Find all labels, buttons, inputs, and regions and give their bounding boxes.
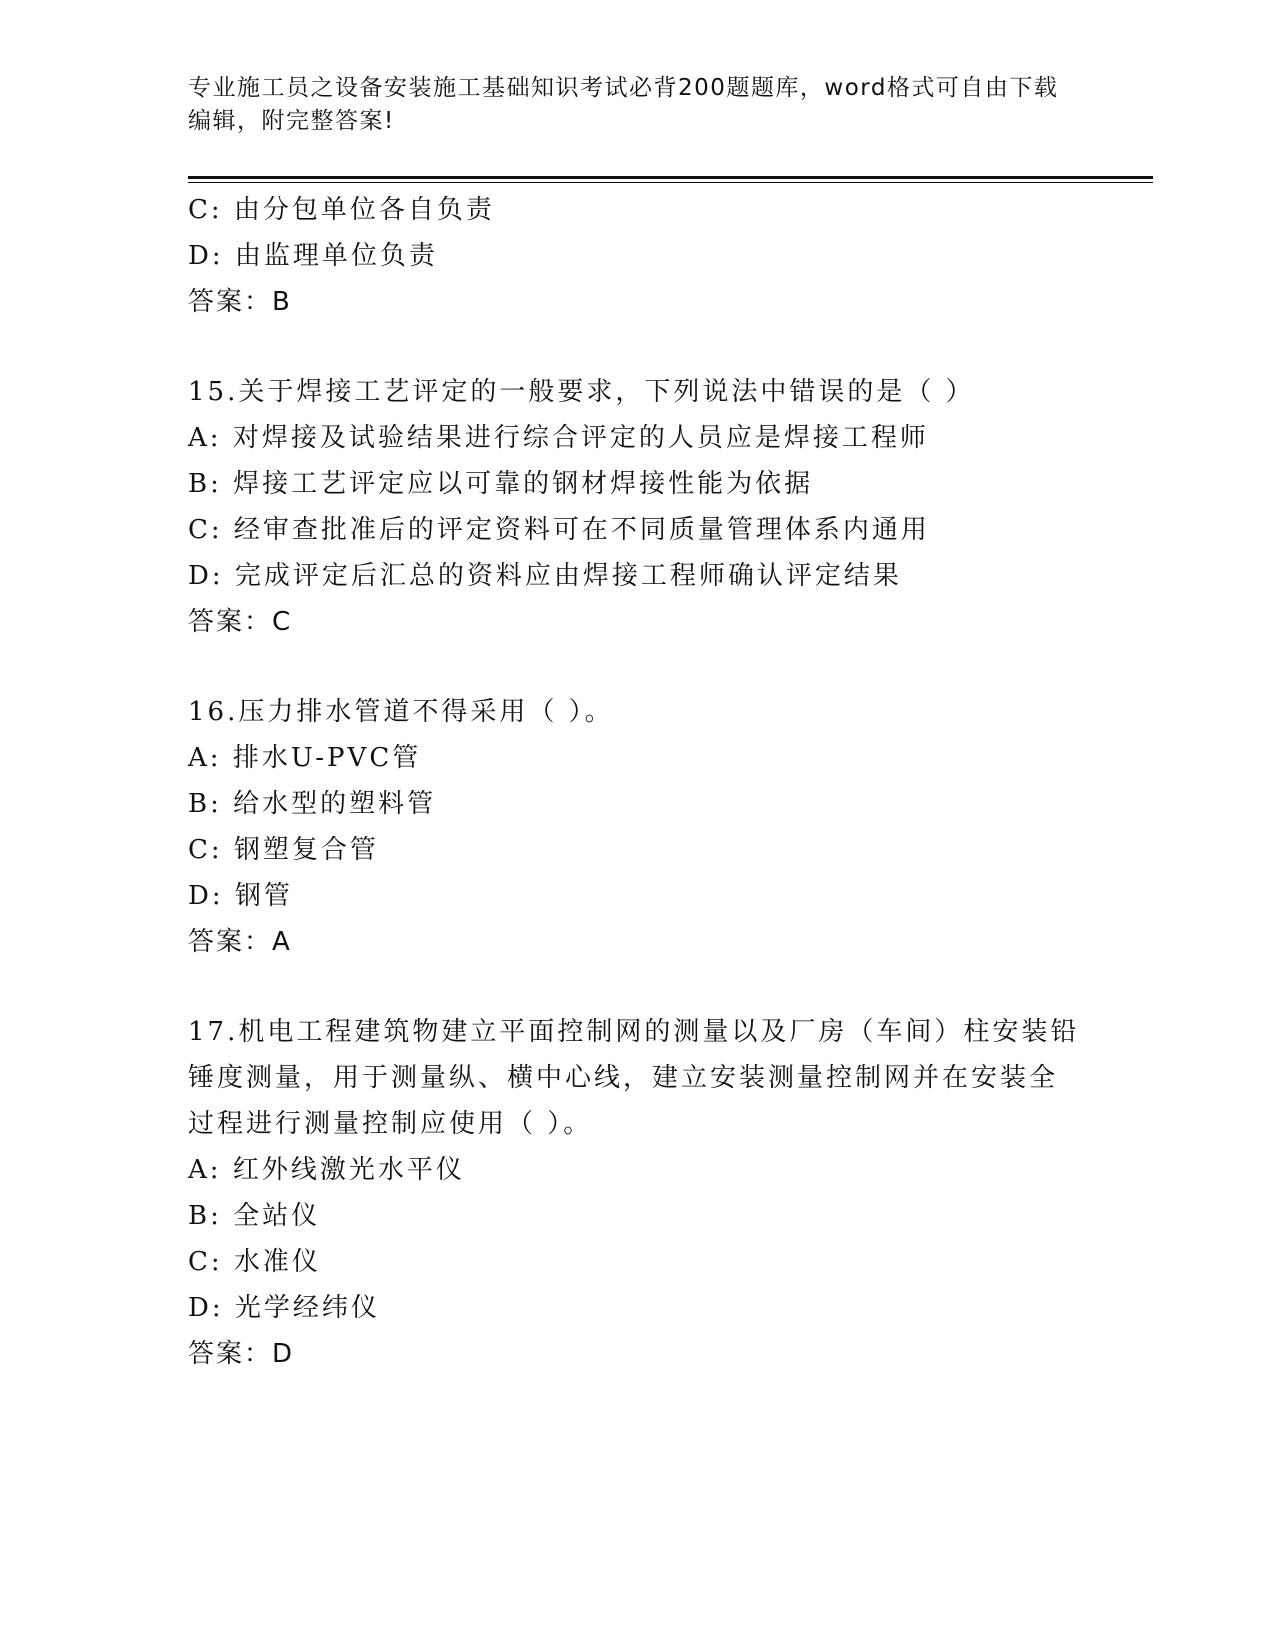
option-letter: A: <box>188 1155 222 1185</box>
question-stem-line-3: 过程进行测量控制应使用（ ）。 <box>188 1109 593 1139</box>
option-letter: C: <box>188 195 223 225</box>
option-b <box>188 1193 1088 1239</box>
option-text: 全站仪 <box>233 1201 321 1231</box>
option-letter: C: <box>188 1247 223 1277</box>
option-text: 经审查批准后的评定资料可在不同质量管理体系内通用 <box>233 515 930 545</box>
question-stem-line-1: 17.机电工程建筑物建立平面控制网的测量以及厂房（车间）柱安装铅 <box>188 1017 1080 1047</box>
option-text: 完成评定后汇总的资料应由焊接工程师确认评定结果 <box>234 561 902 591</box>
option-text: 对焊接及试验结果进行综合评定的人员应是焊接工程师 <box>232 423 929 453</box>
option-text: 钢塑复合管 <box>233 835 379 865</box>
option-letter: A: <box>188 423 222 453</box>
option-letter: D: <box>188 881 224 911</box>
answer-line: 答案：D <box>188 1339 295 1369</box>
option-b <box>188 461 1088 507</box>
question-stem: 16.压力排水管道不得采用（ ）。 <box>188 697 614 727</box>
option-b <box>188 781 1088 827</box>
option-letter: D: <box>188 561 224 591</box>
option-letter: B: <box>188 789 222 819</box>
option-text: 光学经纬仪 <box>234 1293 380 1323</box>
option-text: 排水U-PVC管 <box>232 743 422 773</box>
option-letter: C: <box>188 515 223 545</box>
question-list <box>188 187 1088 1377</box>
answer-line: 答案：A <box>188 927 292 957</box>
question-14-tail <box>188 187 1088 325</box>
option-letter: C: <box>188 835 223 865</box>
option-a <box>188 415 1088 461</box>
header-line-1: 专业施工员之设备安装施工基础知识考试必背200题题库，word格式可自由下载 <box>188 75 1059 101</box>
question-stem: 15.关于焊接工艺评定的一般要求，下列说法中错误的是（ ） <box>188 377 975 407</box>
option-a <box>188 735 1088 781</box>
option-text: 给水型的塑料管 <box>233 789 437 819</box>
answer-line: 答案：B <box>188 287 292 317</box>
option-letter: B: <box>188 1201 222 1231</box>
question-17 <box>188 1009 1088 1377</box>
question-15 <box>188 369 1088 645</box>
option-text: 水准仪 <box>233 1247 321 1277</box>
option-text: 由分包单位各自负责 <box>233 195 495 225</box>
option-c <box>188 827 1088 873</box>
option-d <box>188 873 1088 919</box>
option-d <box>188 553 1088 599</box>
option-text: 钢管 <box>234 881 293 911</box>
option-letter: B: <box>188 469 222 499</box>
option-text: 由监理单位负责 <box>234 241 438 271</box>
option-text: 红外线激光水平仪 <box>232 1155 465 1185</box>
option-letter: D: <box>188 1293 224 1323</box>
answer-line: 答案：C <box>188 607 293 637</box>
option-a <box>188 1147 1088 1193</box>
option-c <box>188 507 1088 553</box>
option-letter: A: <box>188 743 222 773</box>
option-text: 焊接工艺评定应以可靠的钢材焊接性能为依据 <box>233 469 814 499</box>
question-stem-line-2: 锤度测量，用于测量纵、横中心线，建立安装测量控制网并在安装全 <box>188 1063 1059 1093</box>
option-letter: D: <box>188 241 224 271</box>
option-c <box>188 187 1088 233</box>
header-line-2: 编辑，附完整答案! <box>188 108 395 134</box>
option-d <box>188 1285 1088 1331</box>
header-rule-thick <box>188 176 1153 179</box>
document-header <box>188 72 1068 138</box>
question-16 <box>188 689 1088 965</box>
option-c <box>188 1239 1088 1285</box>
option-d <box>188 233 1088 279</box>
header-rule-thin <box>188 182 1153 183</box>
